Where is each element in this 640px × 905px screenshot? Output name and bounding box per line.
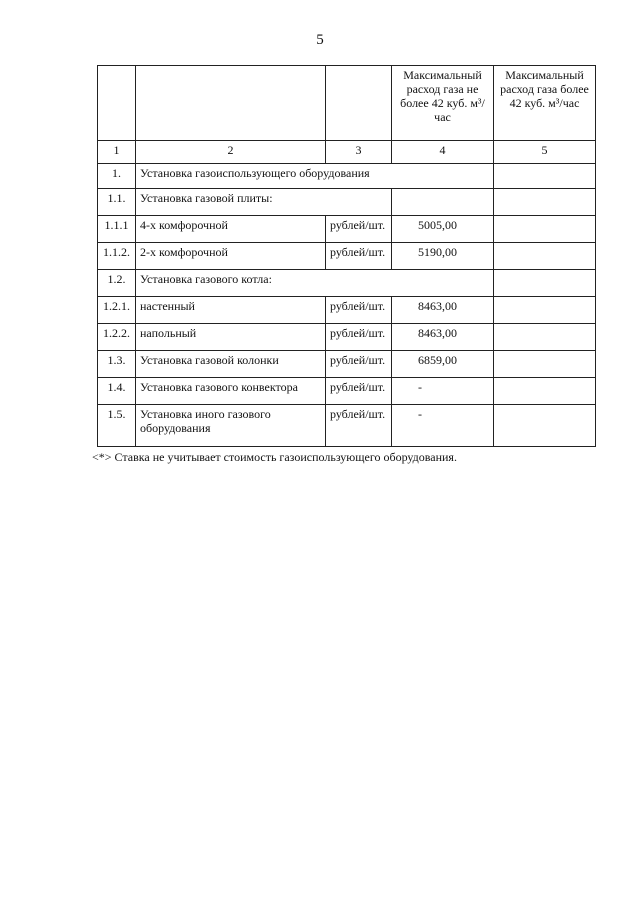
row-value-col4: - xyxy=(392,378,494,405)
row-unit: рублей/шт. xyxy=(326,378,392,405)
row-value-col5 xyxy=(494,351,596,378)
table-row xyxy=(98,324,596,351)
header-cell-max-flow-up-to-42: Максимальный расход газа не более 42 куб. м³/час xyxy=(392,66,494,141)
row-value-col4: - xyxy=(392,405,494,447)
row-name: настенный xyxy=(136,297,326,324)
table-row xyxy=(98,405,596,447)
footnote: <*> Ставка не учитывает стоимость газоиспользующего оборудования. xyxy=(92,450,457,464)
table-row xyxy=(98,270,596,297)
tariff-table xyxy=(97,65,596,447)
table-row xyxy=(98,297,596,324)
table-row xyxy=(98,243,596,270)
row-unit: рублей/шт. xyxy=(326,297,392,324)
row-unit: рублей/шт. xyxy=(326,243,392,270)
row-number: 1.3. xyxy=(98,351,136,378)
row-name: Установка газового конвектора xyxy=(136,378,326,405)
row-name: Установка газового котла: xyxy=(136,270,494,297)
row-number: 1.2. xyxy=(98,270,136,297)
row-name: 2-х комфорочной xyxy=(136,243,326,270)
page-number: 5 xyxy=(316,32,324,48)
row-number: 1.1.1 xyxy=(98,216,136,243)
row-value-col5 xyxy=(494,164,596,189)
column-number: 5 xyxy=(494,141,596,164)
table-header-row xyxy=(98,66,596,141)
row-value-col4 xyxy=(392,189,494,216)
row-value-col5 xyxy=(494,270,596,297)
row-unit: рублей/шт. xyxy=(326,351,392,378)
row-value-col4: 8463,00 xyxy=(392,297,494,324)
row-value-col4: 5190,00 xyxy=(392,243,494,270)
row-unit: рублей/шт. xyxy=(326,216,392,243)
row-number: 1.5. xyxy=(98,405,136,447)
header-cell-1 xyxy=(98,66,136,141)
table-row xyxy=(98,216,596,243)
header-cell-2 xyxy=(136,66,326,141)
row-number: 1.1.2. xyxy=(98,243,136,270)
row-value-col5 xyxy=(494,324,596,351)
row-number: 1.2.1. xyxy=(98,297,136,324)
row-value-col5 xyxy=(494,189,596,216)
table-row xyxy=(98,351,596,378)
table-row xyxy=(98,164,596,189)
header-cell-max-flow-over-42: Максимальный расход газа более 42 куб. м³/час xyxy=(494,66,596,141)
column-number: 1 xyxy=(98,141,136,164)
row-value-col5 xyxy=(494,378,596,405)
table-row xyxy=(98,378,596,405)
row-value-col5 xyxy=(494,243,596,270)
row-unit: рублей/шт. xyxy=(326,405,392,447)
row-number: 1.2.2. xyxy=(98,324,136,351)
row-name: Установка газовой колонки xyxy=(136,351,326,378)
row-number: 1.4. xyxy=(98,378,136,405)
row-name: напольный xyxy=(136,324,326,351)
column-number: 4 xyxy=(392,141,494,164)
row-number: 1. xyxy=(98,164,136,189)
row-value-col4: 5005,00 xyxy=(392,216,494,243)
header-cell-3 xyxy=(326,66,392,141)
row-value-col5 xyxy=(494,297,596,324)
row-name: Установка газовой плиты: xyxy=(136,189,392,216)
row-name: Установка иного газового оборудования xyxy=(136,405,326,447)
row-value-col4: 6859,00 xyxy=(392,351,494,378)
column-number: 3 xyxy=(326,141,392,164)
row-unit: рублей/шт. xyxy=(326,324,392,351)
row-name: 4-х комфорочной xyxy=(136,216,326,243)
column-number: 2 xyxy=(136,141,326,164)
row-value-col5 xyxy=(494,216,596,243)
column-number-row xyxy=(98,141,596,164)
row-name: Установка газоиспользующего оборудования xyxy=(136,164,494,189)
row-value-col4: 8463,00 xyxy=(392,324,494,351)
table-row xyxy=(98,189,596,216)
row-number: 1.1. xyxy=(98,189,136,216)
row-value-col5 xyxy=(494,405,596,447)
